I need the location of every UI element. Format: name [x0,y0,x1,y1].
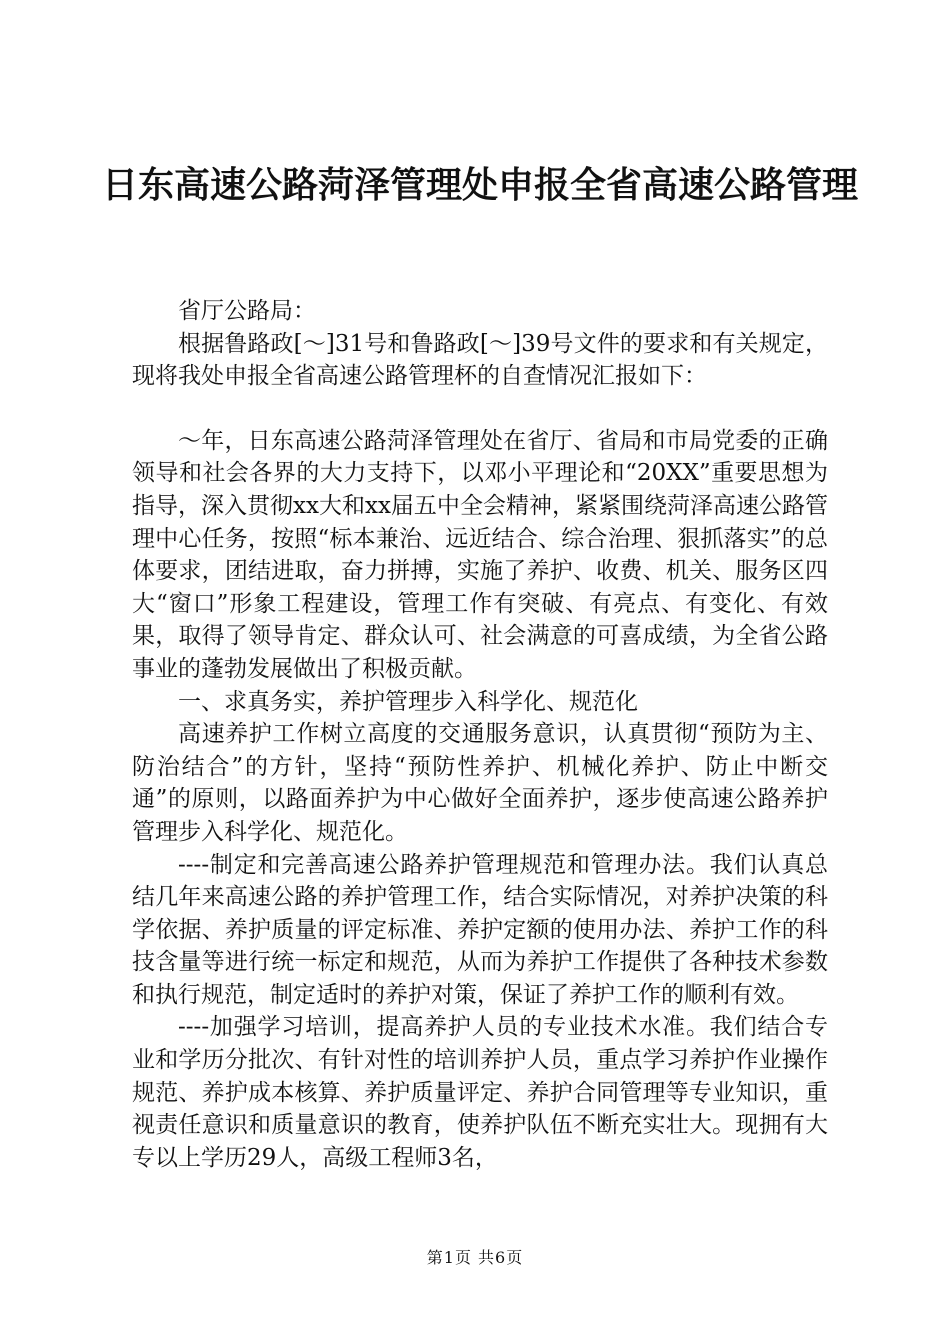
section-paragraph: 高速养护工作树立高度的交通服务意识，认真贯彻“预防为主、防治结合”的方针，坚持“预防性养护、机械化养护、防止中断交通”的原则，以路面养护为中心做好全面养护，逐步使高速公路养护管理步入科学化、规范化。 [132,721,828,845]
bullet-paragraph: ----制定和完善高速公路养护管理规范和管理办法。我们认真总结几年来高速公路的养护管理工作，结合实际情况，对养护决策的科学依据、养护质量的评定标准、养护定额的使用办法、养护工作的科技含量等进行统一标定和规范，从而为养护工作提供了各种技术参数和执行规范，制定适时的养护对策，保证了养护工作的顺利有效。 [132,851,828,1008]
document-title: 日东高速公路菏泽管理处申报全省高速公路管理 [101,164,858,206]
intro-paragraph: 根据鲁路政[～]31号和鲁路政[～]39号文件的要求和有关规定，现将我处申报全省高速公路管理杯的自查情况汇报如下： [132,330,828,390]
section-heading: 一、求真务实，养护管理步入科学化、规范化 [178,688,638,715]
overview-paragraph: ～年，日东高速公路菏泽管理处在省厅、省局和市局党委的正确领导和社会各界的大力支持下，以邓小平理论和“20XX”重要思想为指导，深入贯彻xx大和xx届五中全会精神，紧紧围绕菏泽高速公路管理中心任务，按照“标本兼治、远近结合、综合治理、狠抓落实”的总体要求，团结进取，奋力拼搏，实施了养护、收费、机关、服务区四大“窗口”形象工程建设，管理工作有突破、有亮点、有变化、有效果，取得了领导肯定、群众认可、社会满意的可喜成绩，为全省公路事业的蓬勃发展做出了积极贡献。 [132,427,828,682]
bullet-paragraph: ----加强学习培训，提高养护人员的专业技术水准。我们结合专业和学历分批次、有针对性的培训养护人员，重点学习养护作业操作规范、养护成本核算、养护质量评定、养护合同管理等专业知识，重视责任意识和质量意识的教育，使养护队伍不断充实壮大。现拥有大专以上学历29人，高级工程师3名， [132,1014,828,1171]
document-body [132,295,828,1174]
salutation: 省厅公路局： [178,298,316,324]
page-number-footer: 第1页 共6页 [426,1248,524,1267]
